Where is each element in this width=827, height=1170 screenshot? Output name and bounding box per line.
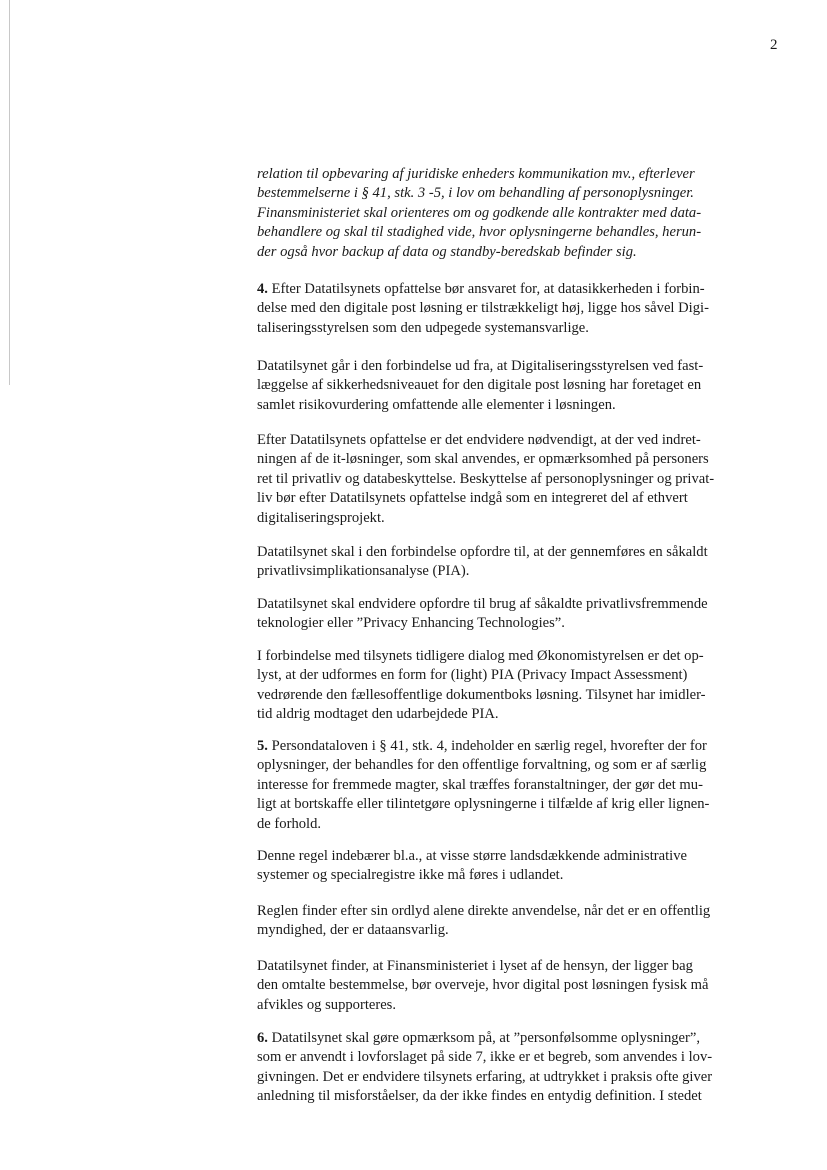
italic-line: der også hvor backup af data og standby-beredskab befinder sig. xyxy=(257,243,637,260)
paragraph-line: som er anvendt i lovforslaget på side 7, ikke er et begreb, som anvendes i lov- xyxy=(257,1049,713,1066)
paragraph xyxy=(257,647,706,725)
paragraph-line: interesse for fremmede magter, skal træffes foranstaltninger, der gør det mu- xyxy=(257,776,703,793)
paragraph-line: lyst, at der udformes en form for (light) PIA (Privacy Impact Assessment) xyxy=(257,667,688,684)
paragraph-line: Datatilsynet skal endvidere opfordre til brug af såkaldte privatlivsfremmende xyxy=(257,596,708,612)
italic-line: Finansministeriet skal orienteres om og godkende alle kontrakter med data- xyxy=(257,204,702,221)
paragraph-line: Efter Datatilsynets opfattelse bør ansvaret for, at datasikkerheden i forbin- xyxy=(267,281,705,297)
paragraph-line: oplysninger, der behandles for den offentlige forvaltning, og som er af særlig xyxy=(257,757,707,774)
paragraph-line: liv bør efter Datatilsynets opfattelse indgå som en integreret del af ethvert xyxy=(257,490,688,507)
italic-line: behandlere og skal til stadighed vide, hvor oplysningerne behandles, herun- xyxy=(257,224,702,241)
paragraph xyxy=(257,595,708,634)
paragraph-line: taliseringsstyrelsen som den udpegede systemansvarlige. xyxy=(257,319,589,336)
paragraph-line: samlet risikovurdering omfattende alle elementer i løsningen. xyxy=(257,396,616,413)
paragraph-line: anledning til misforståelser, da der ikke findes en entydig definition. I stedet xyxy=(257,1088,702,1105)
paragraph-section-4 xyxy=(257,280,709,338)
paragraph-line: delse med den digitale post løsning er tilstrækkeligt høj, ligge hos såvel Digi- xyxy=(257,300,709,317)
paragraph-line: ligt at bortskaffe eller tilintetgøre oplysningerne i tilfælde af krig eller lignen- xyxy=(257,796,710,813)
paragraph-line: Datatilsynet finder, at Finansministeriet i lyset af de hensyn, der ligger bag xyxy=(257,958,693,974)
paragraph xyxy=(257,543,708,582)
italic-line: bestemmelserne i § 41, stk. 3 -5, i lov om behandling af personoplysninger. xyxy=(257,185,694,202)
page-number: 2 xyxy=(770,37,778,53)
scan-margin-line xyxy=(9,0,10,385)
section-number: 4. xyxy=(257,281,268,297)
paragraph-line: Datatilsynet skal gøre opmærksom på, at ”personfølsomme oplysninger”, xyxy=(267,1030,701,1046)
paragraph-section-5 xyxy=(257,737,709,834)
section-number: 5. xyxy=(257,738,268,754)
paragraph-line: læggelse af sikkerhedsniveauet for den digitale post løsning har foretaget en xyxy=(257,377,702,394)
section-number: 6. xyxy=(257,1030,268,1046)
paragraph-line: Datatilsynet skal i den forbindelse opfordre til, at der gennemføres en såkaldt xyxy=(257,544,708,560)
paragraph-line: systemer og specialregistre ikke må føres i udlandet. xyxy=(257,867,564,884)
paragraph xyxy=(257,902,710,941)
paragraph xyxy=(257,357,703,415)
paragraph-line: ningen af de it-løsninger, som skal anvendes, er opmærksomhed på personers xyxy=(257,451,709,468)
paragraph-line: Denne regel indebærer bl.a., at visse større landsdækkende administrative xyxy=(257,848,687,864)
paragraph-line: privatlivsimplikationsanalyse (PIA). xyxy=(257,563,470,580)
paragraph-line: digitaliseringsprojekt. xyxy=(257,509,385,526)
paragraph-line: Efter Datatilsynets opfattelse er det endvidere nødvendigt, at der ved indret- xyxy=(257,432,701,448)
paragraph-section-6 xyxy=(257,1029,712,1107)
paragraph-line: Persondataloven i § 41, stk. 4, indeholder en særlig regel, hvorefter der for xyxy=(267,738,707,754)
paragraph xyxy=(257,847,687,886)
paragraph xyxy=(257,957,709,1015)
paragraph-line: Datatilsynet går i den forbindelse ud fra, at Digitaliseringsstyrelsen ved fast- xyxy=(257,358,704,374)
paragraph-line: I forbindelse med tilsynets tidligere dialog med Økonomistyrelsen er det op- xyxy=(257,648,704,664)
paragraph-line: givningen. Det er endvidere tilsynets erfaring, at udtrykket i praksis ofte giver xyxy=(257,1068,713,1085)
italic-continuation-block xyxy=(257,165,701,262)
paragraph-line: teknologier eller ”Privacy Enhancing Technologies”. xyxy=(257,615,565,632)
paragraph-line: vedrørende den fællesoffentlige dokumentboks løsning. Tilsynet har imidler- xyxy=(257,686,706,703)
italic-line: relation til opbevaring af juridiske enheders kommunikation mv., efterlever xyxy=(257,166,695,182)
paragraph-line: ret til privatliv og databeskyttelse. Beskyttelse af personoplysninger og privat- xyxy=(257,470,715,487)
paragraph-line: Reglen finder efter sin ordlyd alene direkte anvendelse, når det er en offentlig xyxy=(257,903,711,919)
paragraph-line: de forhold. xyxy=(257,815,322,832)
paragraph-line: afvikles og supporteres. xyxy=(257,996,397,1013)
paragraph-line: den omtalte bestemmelse, bør overveje, hvor digital post løsningen fysisk må xyxy=(257,977,709,994)
paragraph xyxy=(257,431,714,528)
paragraph-line: tid aldrig modtaget den udarbejdede PIA. xyxy=(257,706,499,723)
paragraph-line: myndighed, der er dataansvarlig. xyxy=(257,922,449,939)
